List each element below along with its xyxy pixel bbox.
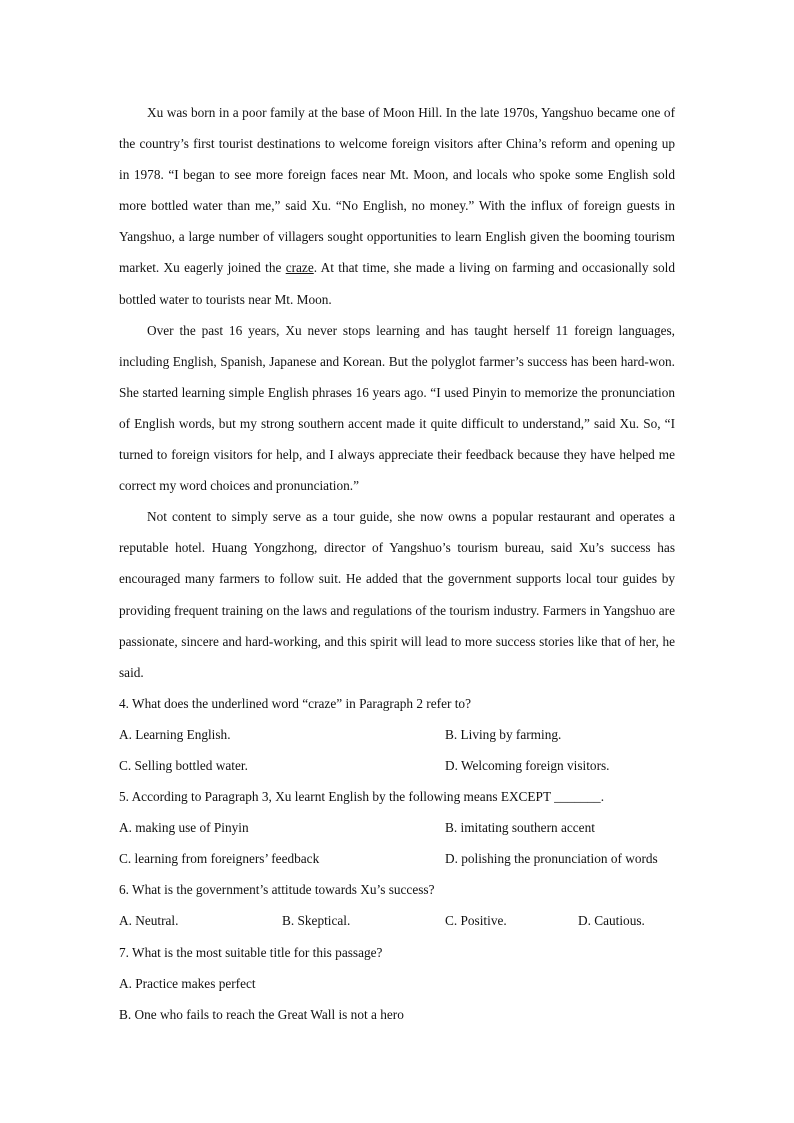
question-5-option-d: D. polishing the pronunciation of words [445, 851, 658, 867]
question-6-option-b: B. Skeptical. [282, 913, 351, 929]
question-7-option-b: B. One who fails to reach the Great Wall is not a hero [119, 1006, 404, 1022]
question-4-option-d: D. Welcoming foreign visitors. [445, 757, 610, 773]
question-6-option-c: C. Positive. [445, 913, 507, 929]
paragraph-3: Over the past 16 years, Xu never stops learning and has taught herself 11 foreign languages, including English, Spanish, Japanese and Korean. But the polyglot farmer’s success has been hard-won. She started learning simple English phrases 16 years ago. “I used Pinyin to memorize the pronunciation of English words, but my strong southern accent made it quite difficult to understand,” said Xu. So, “I turned to foreign visitors for help, and I always appreciate their feedback because they have helped me correct my word choices and pronunciation.” [119, 322, 675, 494]
question-6-option-d: D. Cautious. [578, 913, 645, 929]
question-4-option-a: A. Learning English. [119, 726, 231, 742]
question-4-stem: 4. What does the underlined word “craze” in Paragraph 2 refer to? [119, 695, 471, 711]
question-5-stem: 5. According to Paragraph 3, Xu learnt English by the following means EXCEPT _______. [119, 789, 605, 805]
question-5-option-c: C. learning from foreigners’ feedback [119, 851, 320, 867]
question-6-stem: 6. What is the government’s attitude towards Xu’s success? [119, 882, 435, 898]
question-4-option-c: C. Selling bottled water. [119, 757, 248, 773]
question-4-options-row-2 [119, 750, 675, 781]
paragraph-2 [119, 97, 675, 315]
paragraph-2-text: Xu was born in a poor family at the base of Moon Hill. In the late 1970s, Yangshuo became one of the country’s first tourist destinations to welcome foreign visitors after China’s reform and opening up in 1978. “I began to see more foreign faces near Mt. Moon, and locals who spoke some English sold more bottled water than me,” said Xu. “No English, no money.” With the influx of foreign guests in Yangshuo, a large number of villagers sought opportunities to learn English given the booming tourism market. Xu eagerly joined the [119, 105, 675, 276]
exam-page [119, 97, 675, 1030]
question-5-options-row-1 [119, 812, 675, 843]
question-5-option-a: A. making use of Pinyin [119, 820, 249, 836]
question-7-option-a: A. Practice makes perfect [119, 975, 256, 991]
question-4-option-b: B. Living by farming. [445, 726, 562, 742]
question-6-option-a: A. Neutral. [119, 913, 179, 929]
question-7-stem: 7. What is the most suitable title for this passage? [119, 944, 383, 960]
question-5-options-row-2 [119, 843, 675, 874]
paragraph-2-text-end: . At that time, she made a living on farming and occasionally sold bottled water to tourists near Mt. Moon. [119, 260, 675, 307]
paragraph-4: Not content to simply serve as a tour guide, she now owns a popular restaurant and operates a reputable hotel. Huang Yongzhong, director of Yangshuo’s tourism bureau, said Xu’s success has encouraged many farmers to follow suit. He added that the government supports local tour guides by providing frequent training on the laws and regulations of the tourism industry. Farmers in Yangshuo are passionate, sincere and hard-working, and this spirit will lead to more success stories like that of her, he said. [119, 509, 675, 680]
underlined-word-craze: craze [285, 260, 314, 276]
question-4-options-row-1 [119, 719, 675, 750]
question-6-options-row [119, 905, 675, 936]
question-5-option-b: B. imitating southern accent [445, 820, 595, 836]
